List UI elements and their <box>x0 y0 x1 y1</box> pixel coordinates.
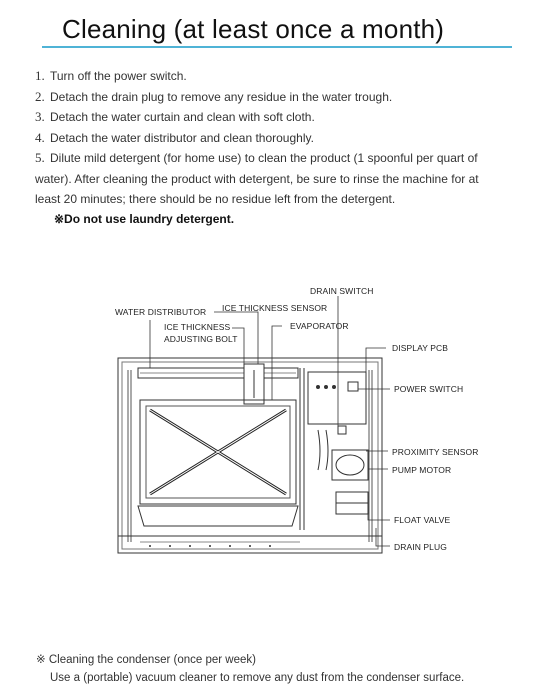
step-4 <box>35 128 535 149</box>
cleaning-steps <box>35 66 535 210</box>
label-drain-switch: DRAIN SWITCH <box>310 286 374 296</box>
step-text: Detach the water distributor and clean thoroughly. <box>50 130 314 145</box>
label-display-pcb: DISPLAY PCB <box>392 343 449 353</box>
label-ice-thickness-adjusting-bolt-line2: ADJUSTING BOLT <box>164 334 238 344</box>
step-number: 2. <box>35 88 45 104</box>
step-2 <box>35 87 535 108</box>
step-5 <box>35 148 535 169</box>
label-ice-thickness-adjusting-bolt: ICE THICKNESS <box>164 322 231 332</box>
condenser-cleaning-instruction: Use a (portable) vacuum cleaner to remove any dust from the condenser surface. <box>50 672 465 684</box>
step-number: 1. <box>35 68 45 83</box>
step-5-continued: least 20 minutes; there should be no residue left from the detergent. <box>35 192 396 206</box>
label-ice-thickness-sensor: ICE THICKNESS SENSOR <box>222 303 328 313</box>
label-power-switch: POWER SWITCH <box>394 384 464 394</box>
step-text: Turn off the power switch. <box>50 69 187 83</box>
step-number: 4. <box>35 129 45 145</box>
page-title: Cleaning (at least once a month) <box>62 14 445 44</box>
label-evaporator: EVAPORATOR <box>290 321 349 331</box>
step-5-continued: water). After cleaning the product with detergent, be sure to rinse the machine for at <box>35 171 479 186</box>
detergent-warning: ※Do not use laundry detergent. <box>54 212 235 226</box>
step-text: Dilute mild detergent (for home use) to clean the product (1 spoonful per quart of <box>50 151 478 165</box>
step-3 <box>35 107 535 128</box>
label-pump-motor: PUMP MOTOR <box>392 465 452 475</box>
step-number: 5. <box>35 150 45 165</box>
step-text: Detach the water curtain and clean with soft cloth. <box>50 110 315 124</box>
condenser-cleaning-heading: ※ Cleaning the condenser (once per week) <box>36 654 256 666</box>
label-drain-plug: DRAIN PLUG <box>394 542 447 552</box>
label-float-valve: FLOAT VALVE <box>394 515 451 525</box>
ice-maker-diagram <box>0 280 555 570</box>
label-water-distributor: WATER DISTRIBUTOR <box>115 307 207 317</box>
label-proximity-sensor: PROXIMITY SENSOR <box>392 447 479 457</box>
step-number: 3. <box>35 109 45 124</box>
title-underline <box>42 46 512 48</box>
step-text: Detach the drain plug to remove any residue in the water trough. <box>50 89 393 104</box>
step-1 <box>35 66 535 87</box>
